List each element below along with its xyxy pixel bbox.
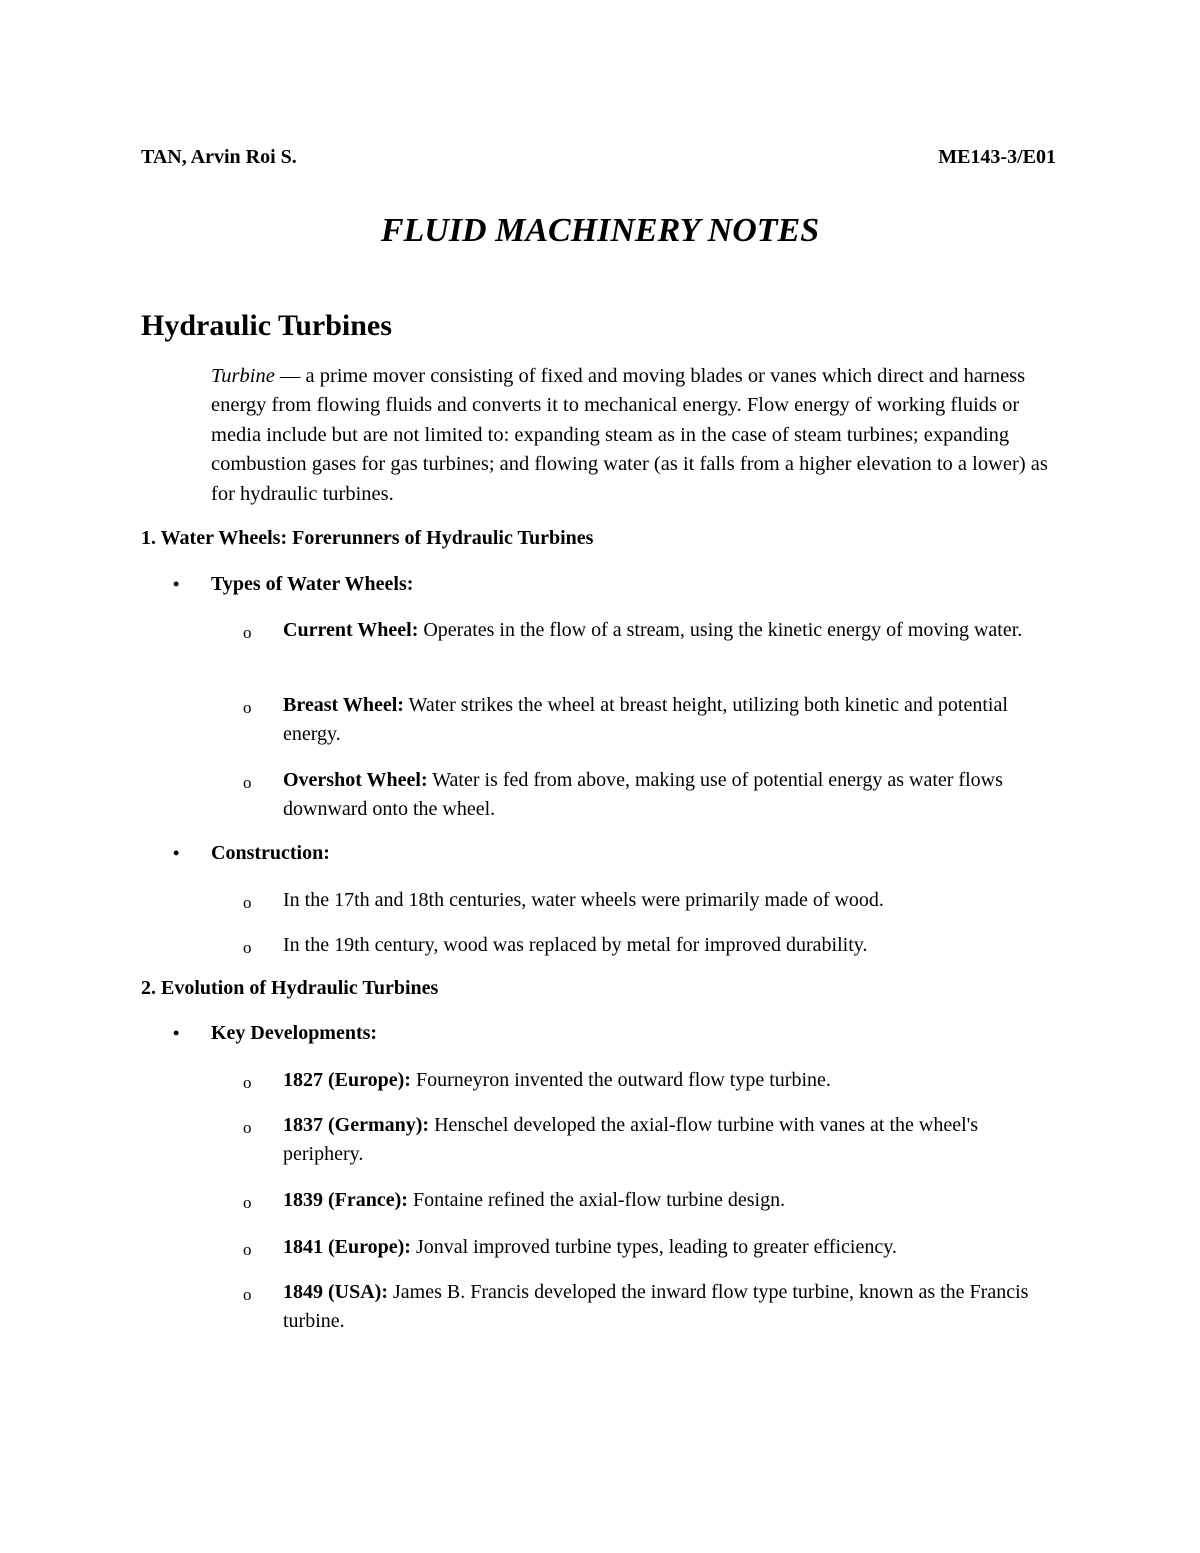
list-item-1849 bbox=[243, 1278, 1063, 1337]
item-text: Fontaine refined the axial-flow turbine design. bbox=[407, 1189, 786, 1211]
list-item-1827 bbox=[243, 1066, 1063, 1095]
list-item-1841 bbox=[243, 1233, 1063, 1262]
item-text: James B. Francis developed the inward flow type turbine, known as the Francis turbine. bbox=[283, 1281, 1029, 1333]
item-label: Overshot Wheel: bbox=[283, 769, 428, 791]
author-name: TAN, Arvin Roi S. bbox=[141, 146, 297, 168]
bullet-construction bbox=[173, 842, 330, 865]
sub-bullet-marker: o bbox=[243, 1285, 252, 1304]
item-label: 1837 (Germany): bbox=[283, 1114, 430, 1136]
item-text: In the 17th and 18th centuries, water wheels were primarily made of wood. bbox=[283, 889, 884, 911]
item-text: In the 19th century, wood was replaced by metal for improved durability. bbox=[283, 934, 868, 956]
course-code: ME143-3/E01 bbox=[938, 146, 1056, 168]
part1-heading: 1. Water Wheels: Forerunners of Hydraulic Turbines bbox=[141, 527, 594, 549]
item-label: Current Wheel: bbox=[283, 619, 419, 641]
item-label: 1841 (Europe): bbox=[283, 1236, 411, 1258]
item-text: Water is fed from above, making use of potential energy as water flows downward onto the wheel. bbox=[283, 769, 1003, 821]
section-heading: Hydraulic Turbines bbox=[141, 309, 392, 342]
sub-bullet-marker: o bbox=[243, 1073, 252, 1092]
bullet-label: Types of Water Wheels: bbox=[211, 573, 414, 595]
sub-bullet-marker: o bbox=[243, 893, 252, 912]
bullet-marker: • bbox=[173, 1023, 180, 1043]
list-item-overshot-wheel bbox=[243, 766, 1063, 825]
item-label: 1849 (USA): bbox=[283, 1281, 388, 1303]
sub-bullet-marker: o bbox=[243, 1193, 252, 1212]
item-text: Henschel developed the axial-flow turbine with vanes at the wheel's periphery. bbox=[283, 1114, 979, 1166]
bullet-marker: • bbox=[173, 574, 180, 594]
item-text: Fourneyron invented the outward flow type turbine. bbox=[410, 1069, 831, 1091]
sub-bullet-marker: o bbox=[243, 1118, 252, 1137]
list-item-1837 bbox=[243, 1111, 1063, 1170]
bullet-label: Key Developments: bbox=[211, 1022, 378, 1044]
item-label: Breast Wheel: bbox=[283, 694, 404, 716]
definition-text: — a prime mover consisting of fixed and moving blades or vanes which direct and harness energy from flowing fluids and converts it to mechanical energy. Flow energy of working fluids or media include but are not limited to: expanding steam as in the case of steam turbines; expanding combustion gases for gas turbines; and flowing water (as it falls from a higher elevation to a lower) as for hydraulic turbines. bbox=[211, 365, 1048, 505]
sub-bullet-marker: o bbox=[243, 698, 252, 717]
item-text: Jonval improved turbine types, leading to greater efficiency. bbox=[410, 1236, 897, 1258]
sub-bullet-marker: o bbox=[243, 623, 252, 642]
definition-paragraph bbox=[211, 362, 1071, 509]
item-label: 1827 (Europe): bbox=[283, 1069, 411, 1091]
list-item-construction-metal bbox=[243, 931, 1063, 960]
bullet-types-of-water-wheels bbox=[173, 573, 413, 596]
sub-bullet-marker: o bbox=[243, 773, 252, 792]
list-item-1839 bbox=[243, 1186, 1063, 1215]
item-text: Water strikes the wheel at breast height, utilizing both kinetic and potential energy. bbox=[283, 694, 1008, 746]
part2-heading: 2. Evolution of Hydraulic Turbines bbox=[141, 977, 439, 999]
list-item-construction-wood bbox=[243, 886, 1063, 915]
bullet-marker: • bbox=[173, 843, 180, 863]
page-title: FLUID MACHINERY NOTES bbox=[380, 212, 820, 249]
bullet-key-developments bbox=[173, 1022, 377, 1045]
list-item-breast-wheel bbox=[243, 691, 1063, 750]
bullet-label: Construction: bbox=[211, 842, 330, 864]
item-text: Operates in the flow of a stream, using the kinetic energy of moving water. bbox=[418, 619, 1023, 641]
sub-bullet-marker: o bbox=[243, 938, 252, 957]
list-item-current-wheel bbox=[243, 616, 1063, 645]
item-label: 1839 (France): bbox=[283, 1189, 408, 1211]
sub-bullet-marker: o bbox=[243, 1240, 252, 1259]
definition-term: Turbine bbox=[211, 365, 275, 387]
